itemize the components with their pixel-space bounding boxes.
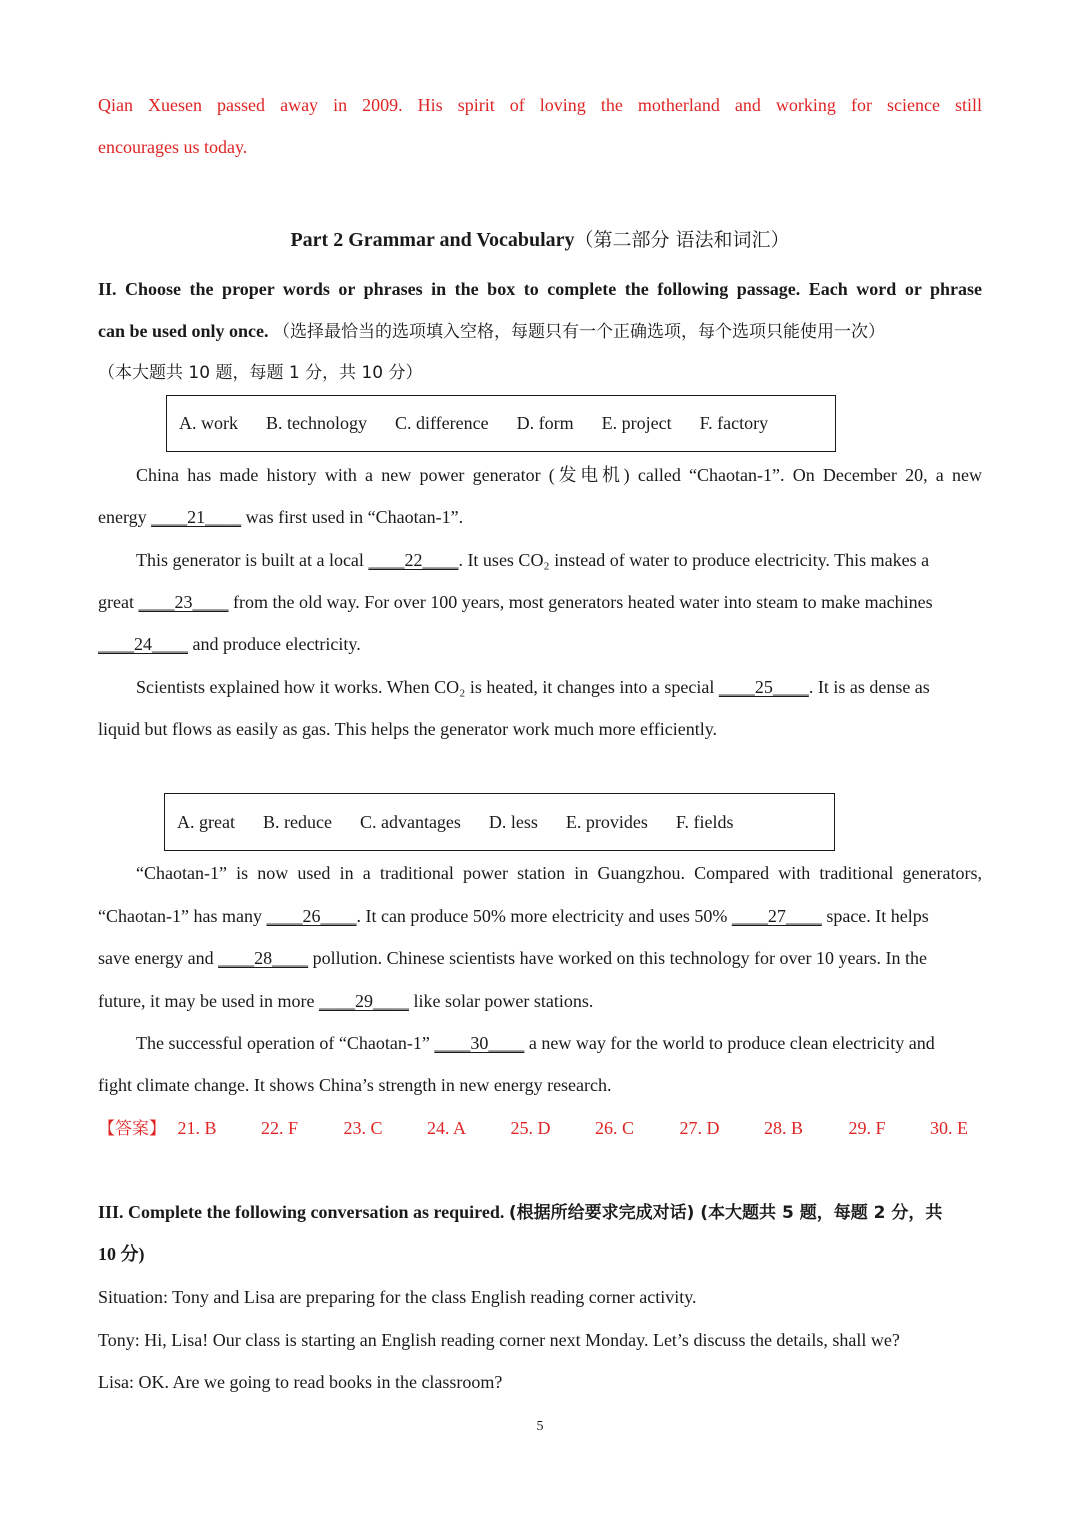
word-option: B. technology	[266, 413, 367, 433]
word-option: C. difference	[395, 413, 489, 433]
section3-instruction-en: III. Complete the following conversation as required.	[98, 1202, 505, 1222]
word-option: E. project	[601, 413, 672, 433]
part2-title: Part 2 Grammar and Vocabulary	[290, 229, 575, 251]
blank-27: ____27____	[731, 906, 822, 926]
text-run: like solar power stations.	[408, 991, 594, 1011]
dialogue-tony: Tony: Hi, Lisa! Our class is starting an English reading corner next Monday. Let’s discuss the details, shall we?	[98, 1330, 900, 1350]
section3-instruction-2: 10 分)	[98, 1244, 145, 1264]
passage1-line-5	[98, 632, 982, 656]
section2-instruction-1: II. Choose the proper words or phrases in the box to complete the following passage. Each word or phrase	[98, 279, 982, 299]
blank-23: ____23____	[138, 592, 229, 612]
passage1-line-4	[98, 590, 982, 614]
answer-label: 【答案】	[98, 1119, 166, 1139]
word-option: C. advantages	[359, 811, 461, 832]
part2-title-cn: （第二部分 语法和词汇）	[574, 229, 790, 251]
intro-line-1: Qian Xuesen passed away in 2009. His spirit of loving the motherland and working for science still	[98, 95, 982, 115]
passage1-line-3	[136, 548, 982, 572]
word-option: E. provides	[565, 811, 648, 832]
word-option: D. form	[516, 413, 574, 433]
passage2-line-3	[98, 946, 982, 970]
text-run: This generator is built at a local	[136, 550, 369, 570]
answer-item: 21. B	[177, 1118, 217, 1138]
answer-item: 30. E	[930, 1118, 968, 1138]
text-run: space. It helps	[821, 906, 929, 926]
text-run: Scientists explained how it works. When CO₂ is heated, it changes into a special	[136, 677, 719, 697]
answer-item: 24. A	[427, 1118, 467, 1138]
answer-item: 23. C	[343, 1118, 383, 1138]
answer-key	[98, 1116, 968, 1141]
page-number: 5	[536, 1419, 544, 1434]
passage2-line-1: “Chaotan-1” is now used in a traditional power station in Guangzhou. Compared with traditional generators,	[136, 863, 982, 883]
text-run: great	[98, 592, 139, 612]
word-option: D. less	[488, 811, 538, 832]
word-option: B. reduce	[262, 811, 332, 832]
answer-item: 26. C	[595, 1118, 635, 1138]
text-run: was first used in “Chaotan-1”.	[241, 507, 464, 527]
word-option: A. great	[177, 811, 235, 832]
text-run: . It can produce 50% more electricity and uses 50%	[356, 906, 732, 926]
passage2-line-5	[136, 1031, 982, 1055]
text-run: and produce electricity.	[188, 634, 361, 654]
text-run: pollution. Chinese scientists have worked on this technology for over 10 years. In the	[308, 948, 927, 968]
section3-instruction-1	[98, 1200, 982, 1225]
passage1-line-7: liquid but flows as easily as gas. This helps the generator work much more efficiently.	[98, 719, 718, 739]
intro-line-2: encourages us today.	[98, 137, 248, 157]
text-run: . It uses CO₂ instead of water to produce electricity. This makes a	[458, 550, 930, 570]
answer-item: 28. B	[764, 1118, 804, 1138]
passage1-line-2	[98, 505, 982, 529]
passage2-line-4	[98, 989, 982, 1013]
text-run: The successful operation of “Chaotan-1”	[136, 1033, 435, 1053]
situation-text: Situation: Tony and Lisa are preparing for the class English reading corner activity.	[98, 1287, 697, 1307]
blank-21: ____21____	[151, 507, 242, 527]
blank-28: ____28____	[218, 948, 309, 968]
section2-instruction-2	[98, 319, 982, 344]
text-run: from the old way. For over 100 years, most generators heated water into steam to make machines	[228, 592, 933, 612]
blank-24: ____24____	[98, 634, 188, 654]
text-run: future, it may be used in more	[98, 991, 319, 1011]
word-option: A. work	[179, 413, 238, 433]
section3-instruction-cn: (根据所给要求完成对话) (本大题共 5 题，每题 2 分，共	[508, 1203, 943, 1223]
dialogue-lisa: Lisa: OK. Are we going to read books in the classroom?	[98, 1372, 503, 1392]
answer-item: 29. F	[848, 1118, 886, 1138]
text-run: energy	[98, 507, 152, 527]
word-option: F. fields	[675, 811, 734, 832]
passage2-line-6: fight climate change. It shows China’s strength in new energy research.	[98, 1075, 612, 1095]
answer-item: 25. D	[510, 1118, 551, 1138]
text-run: “Chaotan-1” has many	[98, 906, 267, 926]
passage1-line-6	[136, 675, 982, 699]
passage1-line-1: China has made history with a new power generator (发电机) called “Chaotan-1”. On December 20, a new	[136, 465, 982, 485]
word-box-1	[166, 395, 836, 452]
part2-heading	[0, 227, 1080, 253]
text-run: a new way for the world to produce clean electricity and	[524, 1033, 935, 1053]
blank-30: ____30____	[434, 1033, 525, 1053]
answer-item: 22. F	[261, 1118, 299, 1138]
blank-25: ____25____	[718, 677, 809, 697]
section2-instruction-en: can be used only once.	[98, 321, 269, 341]
word-box-2	[164, 793, 835, 851]
text-run: . It is as dense as	[808, 677, 930, 697]
text-run: save energy and	[98, 948, 219, 968]
section2-instruction-cn: （选择最恰当的选项填入空格，每题只有一个正确选项，每个选项只能使用一次）	[273, 322, 886, 342]
blank-22: ____22____	[368, 550, 459, 570]
passage2-line-2	[98, 904, 982, 928]
section2-score-note: （本大题共 10 题，每题 1 分，共 10 分）	[98, 363, 423, 383]
answer-item: 27. D	[679, 1118, 720, 1138]
word-option: F. factory	[699, 413, 769, 433]
blank-26: ____26____	[266, 906, 357, 926]
blank-29: ____29____	[318, 991, 409, 1011]
